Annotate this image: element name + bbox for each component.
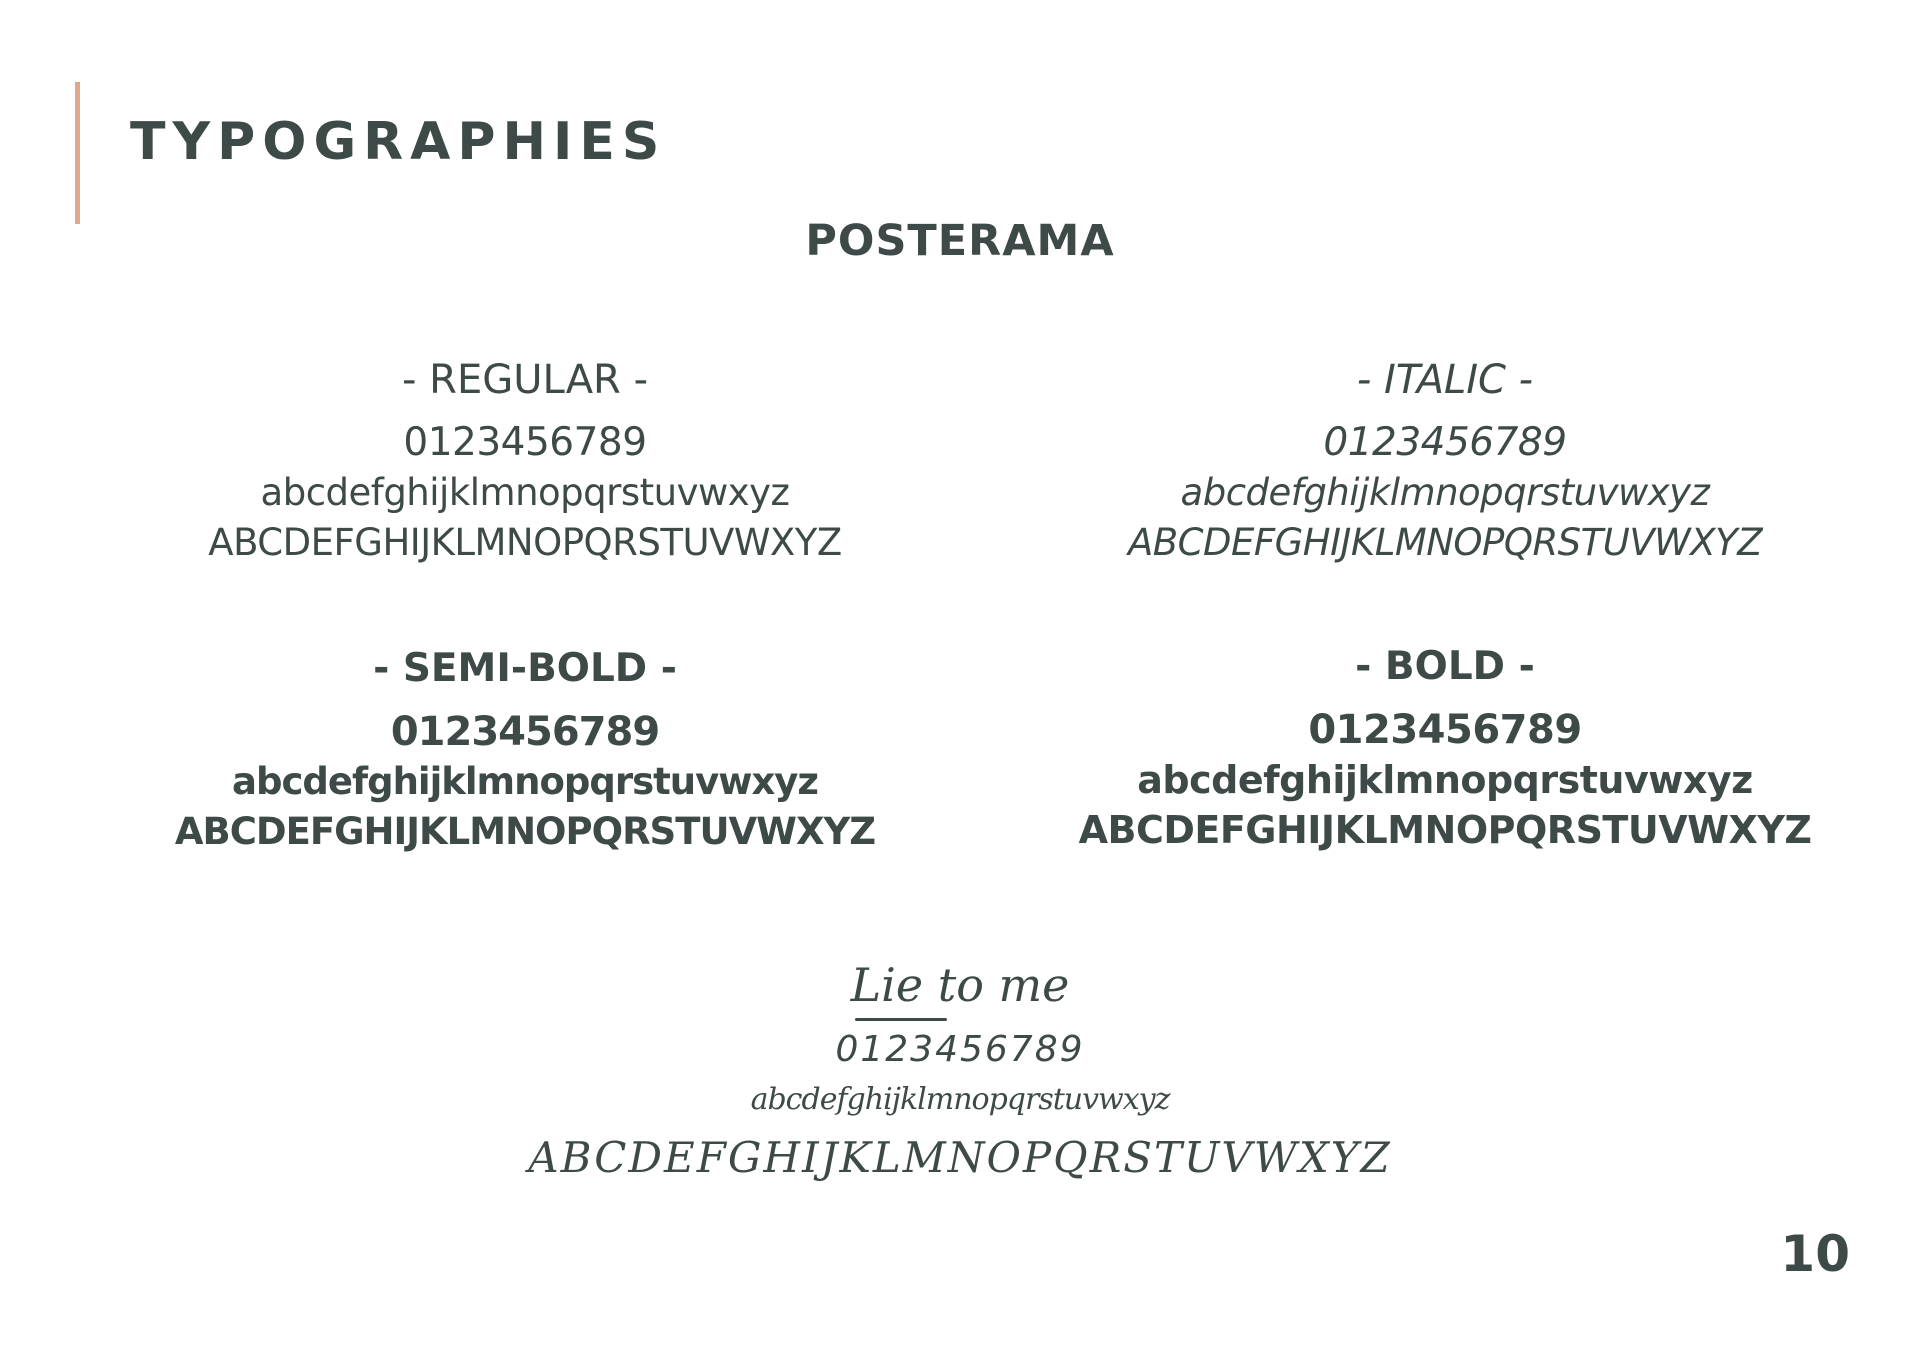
uppercase-regular: ABCDEFGHIJKLMNOPQRSTUVWXYZ <box>208 521 842 564</box>
secondary-font-name <box>851 955 1070 1025</box>
script-lowercase: abcdefghijklmnopqrstuvwxyz <box>750 1082 1170 1117</box>
lowercase-bold: abcdefghijklmnopqrstuvwxyz <box>1137 758 1753 802</box>
digits-bold: 0123456789 <box>1308 707 1582 753</box>
script-font-specimen <box>0 955 1920 1191</box>
digits-italic: 0123456789 <box>1323 420 1567 465</box>
lowercase-italic: abcdefghijklmnopqrstuvwxyz <box>1180 471 1710 514</box>
specimen-italic <box>995 356 1895 568</box>
script-uppercase: ABCDEFGHIJKLMNOPQRSTUVWXYZ <box>528 1133 1392 1182</box>
specimen-regular <box>75 356 975 568</box>
uppercase-bold: ABCDEFGHIJKLMNOPQRSTUVWXYZ <box>1078 808 1812 852</box>
lowercase-regular: abcdefghijklmnopqrstuvwxyz <box>260 471 790 514</box>
style-label-bold: - BOLD - <box>1355 644 1535 689</box>
uppercase-italic: ABCDEFGHIJKLMNOPQRSTUVWXYZ <box>1127 521 1763 564</box>
style-label-italic: - ITALIC - <box>1356 357 1534 403</box>
script-digits: 0123456789 <box>835 1029 1085 1070</box>
secondary-font-name-text: Lie to me <box>850 958 1070 1012</box>
style-label-semi-bold: - SEMI-BOLD - <box>373 646 677 691</box>
uppercase-semi-bold: ABCDEFGHIJKLMNOPQRSTUVWXYZ <box>174 810 876 853</box>
page-title: TYPOGRAPHIES <box>130 112 667 172</box>
style-label-regular: - REGULAR - <box>402 357 648 403</box>
accent-bar <box>75 82 80 224</box>
digits-regular: 0123456789 <box>403 420 647 465</box>
title-underline-swash <box>855 1018 947 1021</box>
lowercase-semi-bold: abcdefghijklmnopqrstuvwxyz <box>232 760 818 803</box>
page-number: 10 <box>1780 1225 1850 1283</box>
primary-font-name: POSTERAMA <box>805 216 1115 266</box>
specimen-bold <box>995 643 1895 855</box>
specimen-semi-bold <box>75 645 975 857</box>
digits-semi-bold: 0123456789 <box>390 709 660 755</box>
